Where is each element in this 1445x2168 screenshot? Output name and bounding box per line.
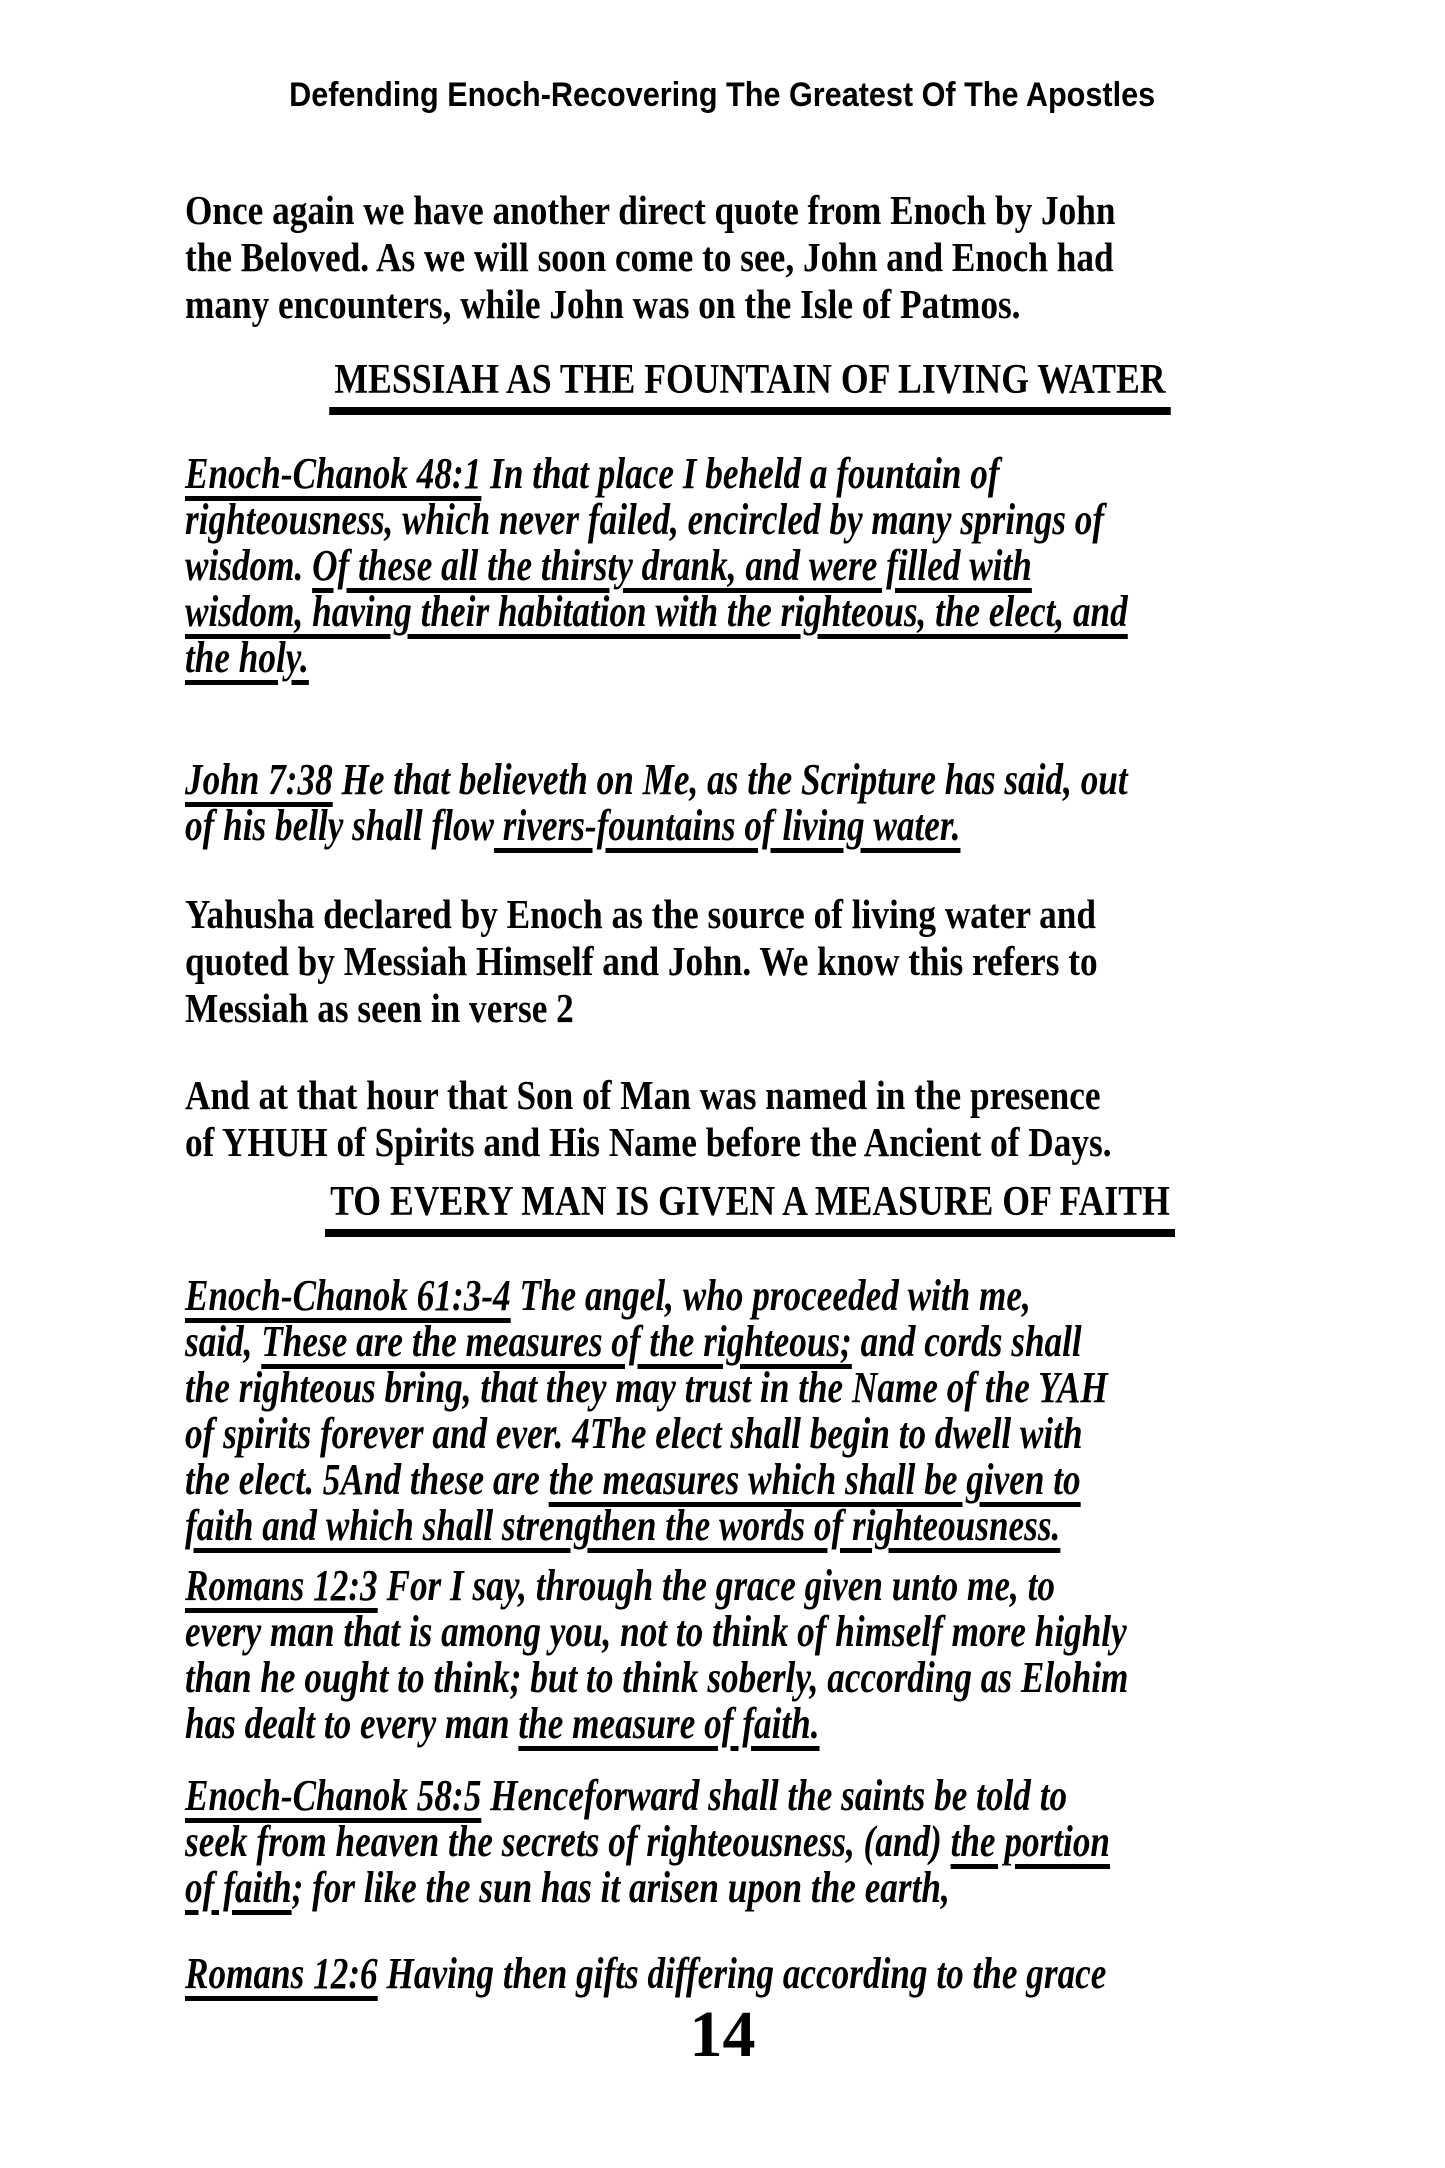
text-line: quoted by Messiah Himself and John. We know this refers to bbox=[185, 938, 1098, 984]
text-line: of his belly shall flow rivers-fountains of living water. bbox=[185, 801, 961, 850]
text-line: Enoch-Chanok 58:5 Henceforward shall the saints be told to bbox=[185, 1771, 1068, 1820]
text-line: wisdom, having their habitation with the righteous, the elect, and bbox=[185, 587, 1128, 636]
text-line: Messiah as seen in verse 2 bbox=[185, 985, 574, 1031]
text-line: John 7:38 He that believeth on Me, as the Scripture has said, out bbox=[185, 755, 1128, 804]
commentary-son-of-man bbox=[185, 1072, 1315, 1166]
text-line: Romans 12:6 Having then gifts differing according to the grace bbox=[185, 1949, 1107, 1998]
page-number: 14 bbox=[689, 1998, 756, 2071]
text-line: wisdom. Of these all the thirsty drank, and were filled with bbox=[185, 541, 1032, 590]
text-line: the holy. bbox=[185, 633, 309, 682]
page-header-title bbox=[0, 0, 1445, 115]
quote-romans-12-6 bbox=[185, 1951, 1315, 1997]
section-heading-text: TO EVERY MAN IS GIVEN A MEASURE OF FAITH bbox=[325, 1180, 1175, 1237]
text-line: seek from heaven the secrets of righteousness, (and) the portion bbox=[185, 1817, 1110, 1866]
quote-enoch-48-1 bbox=[185, 451, 1315, 681]
text-line: Once again we have another direct quote from Enoch by John bbox=[185, 187, 1116, 233]
text-line: of faith; for like the sun has it arisen upon the earth, bbox=[185, 1863, 950, 1912]
text-line: Enoch-Chanok 48:1 In that place I beheld a fountain of bbox=[185, 449, 1000, 498]
intro-paragraph bbox=[185, 187, 1315, 328]
text-line: Yahusha declared by Enoch as the source of living water and bbox=[185, 891, 1096, 937]
text-line: the elect. 5And these are the measures which shall be given to bbox=[185, 1455, 1081, 1504]
quote-enoch-58-5 bbox=[185, 1773, 1315, 1911]
heading-messiah-fountain bbox=[185, 358, 1315, 415]
quote-enoch-61-3-4 bbox=[185, 1273, 1315, 1549]
text-line: said, These are the measures of the righteous; and cords shall bbox=[185, 1317, 1082, 1366]
text-line: many encounters, while John was on the Isle of Patmos. bbox=[185, 281, 1021, 327]
text-line: the righteous bring, that they may trust in the Name of the YAH bbox=[185, 1363, 1108, 1412]
section-heading-text: MESSIAH AS THE FOUNTAIN OF LIVING WATER bbox=[329, 358, 1170, 415]
heading-measure-of-faith bbox=[185, 1180, 1315, 1237]
text-line: of YHUH of Spirits and His Name before the Ancient of Days. bbox=[185, 1119, 1112, 1165]
quote-romans-12-3 bbox=[185, 1563, 1315, 1747]
commentary-yahusha bbox=[185, 891, 1315, 1032]
text-line: has dealt to every man the measure of faith. bbox=[185, 1699, 820, 1748]
text-line: righteousness, which never failed, encircled by many springs of bbox=[185, 495, 1105, 544]
page-header-title-text: Defending Enoch-Recovering The Greatest Of The Apostles bbox=[289, 76, 1156, 114]
text-line: the Beloved. As we will soon come to see, John and Enoch had bbox=[185, 234, 1114, 280]
text-line: faith and which shall strengthen the words of righteousness. bbox=[185, 1501, 1061, 1550]
text-line: Enoch-Chanok 61:3-4 The angel, who proceeded with me, bbox=[185, 1271, 1031, 1320]
document-body bbox=[185, 187, 1315, 1997]
text-line: every man that is among you, not to think of himself more highly bbox=[185, 1607, 1127, 1656]
text-line: And at that hour that Son of Man was named in the presence bbox=[185, 1072, 1101, 1118]
text-line: Romans 12:3 For I say, through the grace given unto me, to bbox=[185, 1561, 1056, 1610]
text-line: of spirits forever and ever. 4The elect shall begin to dwell with bbox=[185, 1409, 1083, 1458]
text-line: than he ought to think; but to think soberly, according as Elohim bbox=[185, 1653, 1129, 1702]
quote-john-7-38 bbox=[185, 757, 1315, 849]
